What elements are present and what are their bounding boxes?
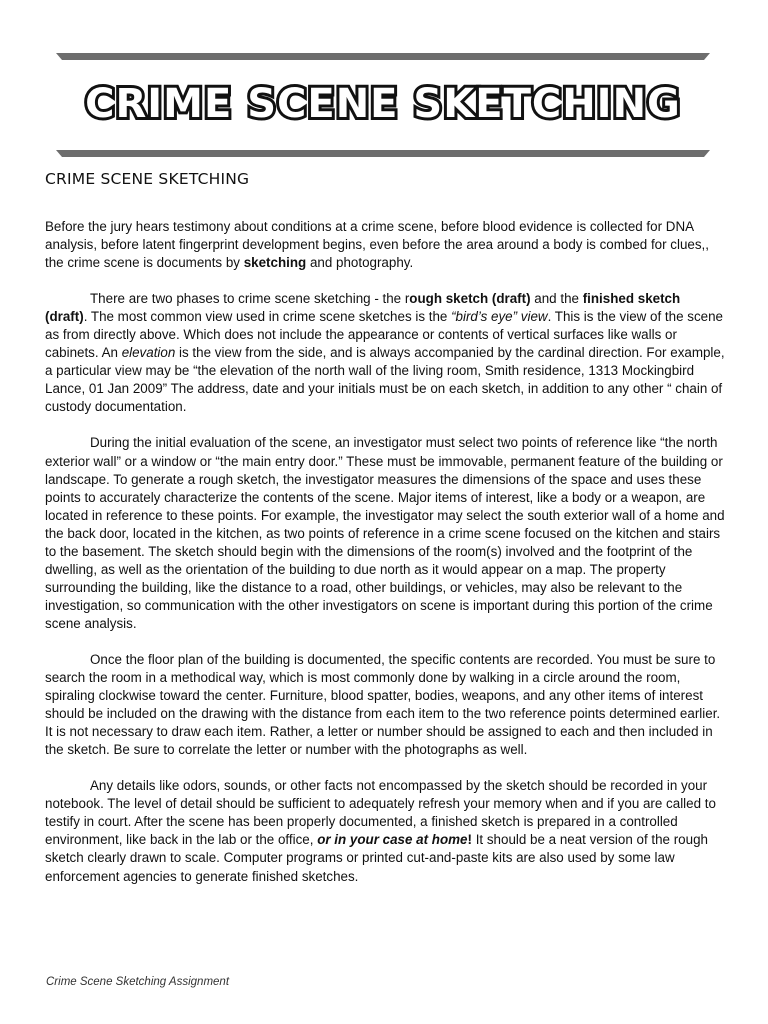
banner-title: CRIME SCENE SKETCHING <box>85 81 681 127</box>
body-text <box>45 218 725 904</box>
paragraph-4: Once the floor plan of the building is documented, the specific contents are recorded. You must be sure to search the room in a methodical way, which is most commonly done by walking in a circle around the room, spiraling clockwise toward the center. Furniture, blood spatter, bodies, weapons, and any other items of interest should be included on the drawing with the distance from each item to the two reference points determined earlier. It is not necessary to draw each item. Rather, a letter or number should be assigned to each and then included in the sketch. Be sure to correlate the letter or number with the photographs as well. <box>45 651 721 758</box>
bold-term: sketching <box>243 255 307 271</box>
italic-term: “bird’s eye” view <box>451 309 548 325</box>
bold-term: finished sketch (draft) <box>45 291 681 325</box>
paragraph-5: Any details like odors, sounds, or other facts not encompassed by the sketch should be recorded in your notebook. The level of detail should be sufficient to adequately refresh your memory when and if you are called to testify in court. After the scene has been properly documented, a finished sketch is prepared in a controlled environment, like back in the lab or the office, or in your case at home! It should be a neat version of the rough sketch clearly drawn to scale. Computer programs or printed cut-and-paste kits are also used by some law enforcement agencies to generate finished sketches. <box>45 778 716 884</box>
italic-term: elevation <box>121 345 176 361</box>
paragraph-2: There are two phases to crime scene sketching - the rough sketch (draft) and the finished sketch (draft). The most common view used in crime scene sketches is the “bird’s eye” view. This is the view of the scene as from directly above. Which does not include the appearance or contents of vertical surfaces like walls or cabinets. An elevation is the view from the side, and is always accompanied by the cardinal direction. For example, a particular view may be “the elevation of the north wall of the living room, Smith residence, 1313 Mockingbird Lance, 01 Jan 2009” The address, date and your initials must be on each sketch, in addition to any other “ chain of custody documentation. <box>45 291 725 415</box>
banner-top-rule <box>62 53 704 60</box>
bold-italic-term: or in your case at home! <box>317 832 472 848</box>
bold-term: ough sketch (draft) <box>409 291 531 307</box>
banner-bottom-rule <box>62 150 704 157</box>
paragraph-3: During the initial evaluation of the scene, an investigator must select two points of reference like “the north exterior wall” or a window or “the main entry door.” These must be immovable, permanent feature of the building or landscape. To generate a rough sketch, the investigator measures the dimensions of the space and uses these points to accurately characterize the contents of the scene. Major items of interest, like a body or a weapon, are located in reference to these points. For example, the investigator may select the south exterior wall of a home and the back door, located in the kitchen, as two points of reference in a crime scene focused on the kitchen and stairs to the basement. The sketch should begin with the dimensions of the room(s) involved and the footprint of the dwelling, as well as the orientation of the building to due north as it would appear on a map. The property surrounding the building, like the distance to a road, other buildings, or vehicles, may also be relevant to the investigation, so communication with the other investigators on scene is important during this portion of the crime scene analysis. <box>45 435 725 631</box>
page-footer: Crime Scene Sketching Assignment <box>46 976 230 988</box>
section-heading: CRIME SCENE SKETCHING <box>45 170 250 188</box>
paragraph-1: Before the jury hears testimony about conditions at a crime scene, before blood evidence is collected for DNA analysis, before latent fingerprint development begins, even before the area around a body is combed for clues,, the crime scene is documents by sketching and photography. <box>45 219 709 271</box>
